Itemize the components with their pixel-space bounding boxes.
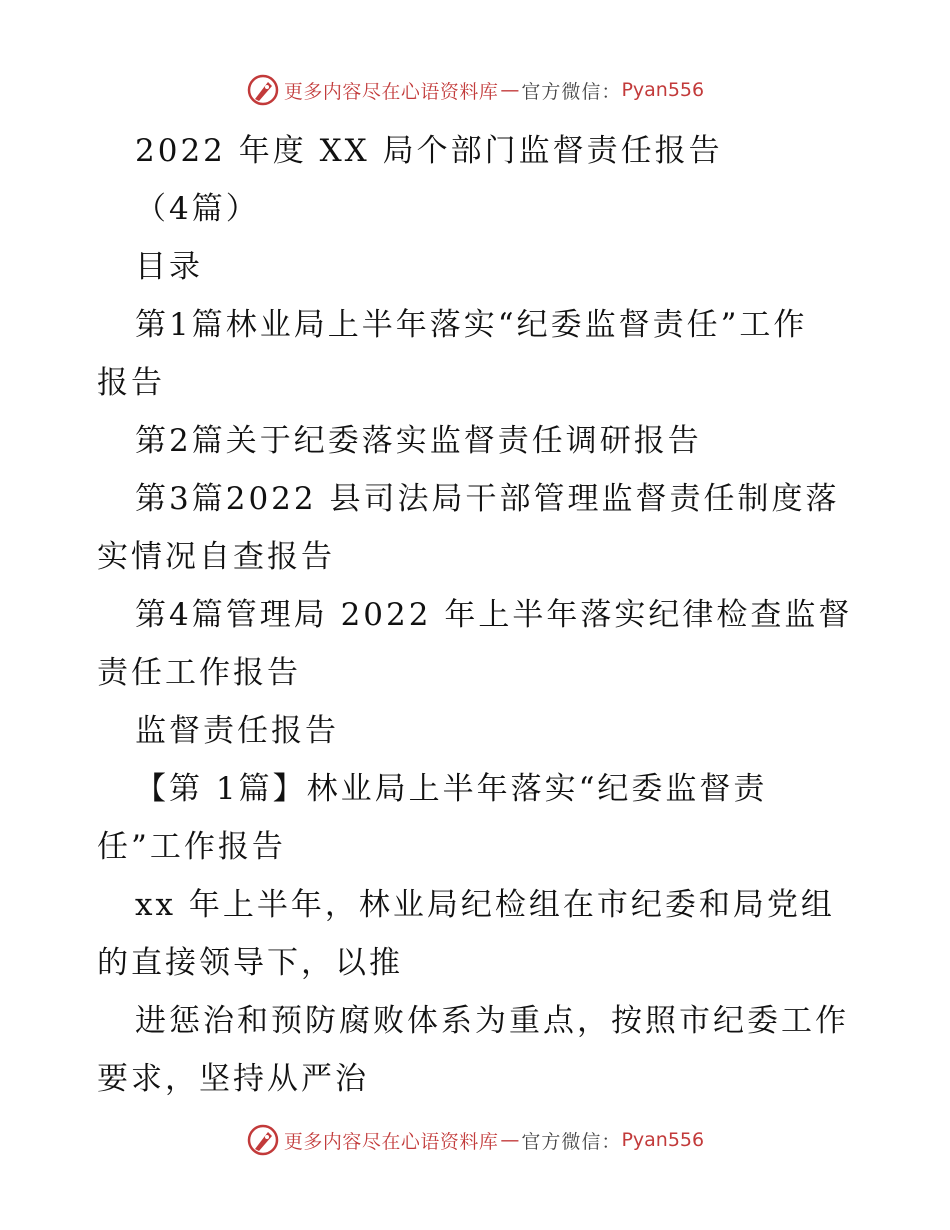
toc-heading: 目录 (135, 249, 203, 285)
footer-watermark-banner (0, 1120, 950, 1160)
article-1-title-cont: 任”工作报告 (97, 829, 286, 865)
toc-item-3: 第3篇2022 县司法局干部管理监督责任制度落 (135, 481, 840, 517)
banner-wechat-id: Pyan556 (621, 1129, 705, 1151)
banner-dash: — (500, 79, 520, 101)
toc-item-4-cont: 责任工作报告 (97, 655, 301, 691)
toc-item-2: 第2篇关于纪委落实监督责任调研报告 (135, 423, 702, 459)
body-paragraph-line: 进惩治和预防腐败体系为重点，按照市纪委工作 (135, 1003, 849, 1039)
banner-dash: — (500, 1129, 520, 1151)
banner-wechat-id: Pyan556 (621, 79, 705, 101)
pen-nib-circle-icon (246, 1123, 280, 1157)
toc-item-4: 第4篇管理局 2022 年上半年落实纪律检查监督 (135, 597, 853, 633)
body-paragraph-line: 的直接领导下，以推 (97, 945, 403, 981)
pen-nib-circle-icon (246, 73, 280, 107)
document-body (97, 122, 857, 1108)
banner-text: 更多内容尽在心语资料库 (283, 1130, 499, 1153)
banner-wechat-label: 官方微信： (521, 1130, 622, 1153)
banner-text: 更多内容尽在心语资料库 (283, 80, 499, 103)
body-paragraph-line: xx 年上半年，林业局纪检组在市纪委和局党组 (135, 887, 835, 923)
document-subtitle: （4篇） (135, 191, 260, 227)
toc-item-1-cont: 报告 (97, 365, 165, 401)
banner-wechat-label: 官方微信： (521, 80, 622, 103)
toc-item-1: 第1篇林业局上半年落实“纪委监督责任”工作 (135, 307, 808, 343)
body-paragraph-line: 要求，坚持从严治 (97, 1061, 369, 1097)
document-title: 2022 年度 XX 局个部门监督责任报告 (135, 133, 723, 169)
toc-item-3-cont: 实情况自查报告 (97, 539, 335, 575)
section-heading: 监督责任报告 (135, 713, 339, 749)
article-1-title: 【第 1篇】林业局上半年落实“纪委监督责 (135, 771, 768, 807)
header-watermark-banner (0, 70, 950, 110)
